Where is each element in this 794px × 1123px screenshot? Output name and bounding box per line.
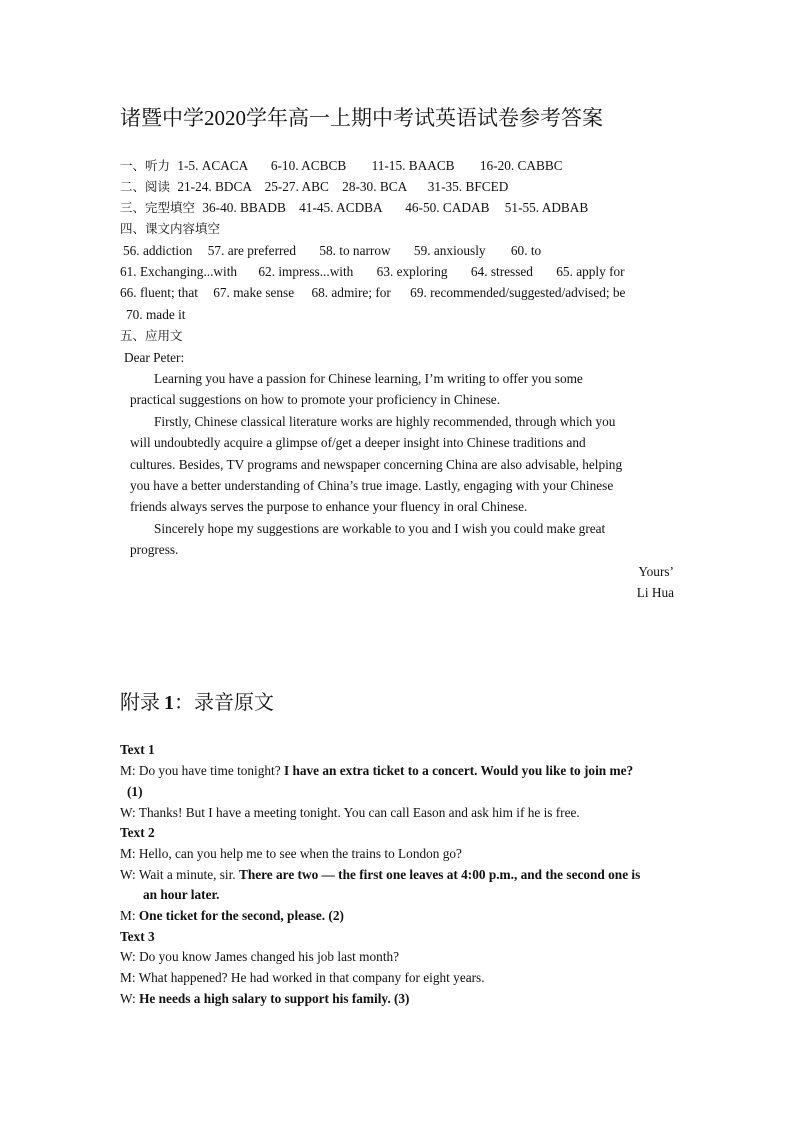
answer-group: 25-27. ABC xyxy=(264,179,329,194)
letter-line: Learning you have a passion for Chinese learning, I’m writing to offer you some xyxy=(154,371,583,386)
transcript-line: M: What happened? He had worked in that company for eight years. xyxy=(120,970,485,985)
transcript-line: W: Wait a minute, sir. There are two — the first one leaves at 4:00 p.m., and the second one is xyxy=(120,867,641,882)
text-2-heading: Text 2 xyxy=(120,825,155,840)
fill-answer: 57. are preferred xyxy=(207,243,296,258)
transcript-line: M: One ticket for the second, please. (2) xyxy=(120,908,344,923)
transcript-line: W: Do you know James changed his job last month? xyxy=(120,949,400,964)
fill-answer: 62. impress...with xyxy=(258,264,354,279)
answer-group: 46-50. CADAB xyxy=(405,200,490,215)
letter-signature: Li Hua xyxy=(636,585,674,600)
answer-group: 41-45. ACDBA xyxy=(299,200,382,215)
text-fill-label: 四、课文内容填空 xyxy=(120,221,221,236)
answer-group: 11-15. BAACB xyxy=(371,158,455,173)
letter-line: will undoubtedly acquire a glimpse of/get a deeper insight into Chinese traditions and xyxy=(130,435,586,450)
listening-label: 一、听力 xyxy=(120,158,171,173)
fill-answer: 56. addiction xyxy=(123,243,193,258)
transcript-line: M: Do you have time tonight? I have an extra ticket to a concert. Would you like to join me? xyxy=(120,763,634,778)
answer-group: 28-30. BCA xyxy=(342,179,407,194)
fill-answer: 60. to xyxy=(510,243,542,258)
answer-group: 6-10. ACBCB xyxy=(270,158,347,173)
fill-answer: 63. exploring xyxy=(376,264,448,279)
fill-answer: 64. stressed xyxy=(470,264,533,279)
answer-group: 21-24. BDCA xyxy=(177,179,252,194)
appendix-heading: 附录 1：录音原文 xyxy=(120,690,274,714)
fill-row-66-69 xyxy=(120,284,625,302)
fill-answer: 59. anxiously xyxy=(413,243,486,258)
fill-answer: 67. make sense xyxy=(213,285,295,300)
answer-group: 31-35. BFCED xyxy=(427,179,509,194)
text-1-heading: Text 1 xyxy=(120,742,155,757)
reading-answers xyxy=(120,178,508,196)
writing-label: 五、应用文 xyxy=(120,328,183,343)
letter-line: practical suggestions on how to promote your proficiency in Chinese. xyxy=(130,392,501,407)
letter-line: progress. xyxy=(130,542,179,557)
reading-label: 二、阅读 xyxy=(120,179,171,194)
transcript-line-cont: an hour later. xyxy=(143,887,220,902)
page-title: 诸暨中学2020学年高一上期中考试英语试卷参考答案 xyxy=(120,106,603,130)
fill-row-61-65 xyxy=(120,263,625,281)
letter-line: cultures. Besides, TV programs and newspaper concerning China are also advisable, helping xyxy=(130,457,623,472)
transcript-mark: (1) xyxy=(127,784,143,799)
letter-line: you have a better understanding of China’s true image. Lastly, engaging with your Chinese xyxy=(130,478,614,493)
answer-group: 36-40. BBADB xyxy=(202,200,286,215)
transcript-line: W: He needs a high salary to support his family. (3) xyxy=(120,991,410,1006)
letter-line: friends always serves the purpose to enhance your fluency in oral Chinese. xyxy=(130,499,528,514)
letter-closing: Yours’ xyxy=(638,564,674,579)
fill-answer: 61. Exchanging...with xyxy=(120,264,238,279)
answer-group: 16-20. CABBC xyxy=(479,158,563,173)
letter-line: Sincerely hope my suggestions are workable to you and I wish you could make great xyxy=(154,521,606,536)
cloze-label: 三、完型填空 xyxy=(120,200,196,215)
transcript-line: W: Thanks! But I have a meeting tonight. You can call Eason and ask him if he is free. xyxy=(120,805,580,820)
fill-answer: 58. to narrow xyxy=(319,243,391,258)
letter-line: Firstly, Chinese classical literature works are highly recommended, through which you xyxy=(154,414,616,429)
fill-answer: 66. fluent; that xyxy=(120,285,198,300)
cloze-answers xyxy=(120,199,588,217)
listening-answers xyxy=(120,157,563,175)
letter-salutation: Dear Peter: xyxy=(124,350,185,365)
text-3-heading: Text 3 xyxy=(120,929,155,944)
fill-row-70: 70. made it xyxy=(126,307,186,322)
fill-answer: 65. apply for xyxy=(556,264,625,279)
fill-row-56-60 xyxy=(123,242,541,260)
fill-answer: 69. recommended/suggested/advised; be xyxy=(410,285,626,300)
answer-group: 1-5. ACACA xyxy=(177,158,248,173)
answer-group: 51-55. ADBAB xyxy=(504,200,589,215)
fill-answer: 68. admire; for xyxy=(311,285,391,300)
transcript-line: M: Hello, can you help me to see when the trains to London go? xyxy=(120,846,462,861)
